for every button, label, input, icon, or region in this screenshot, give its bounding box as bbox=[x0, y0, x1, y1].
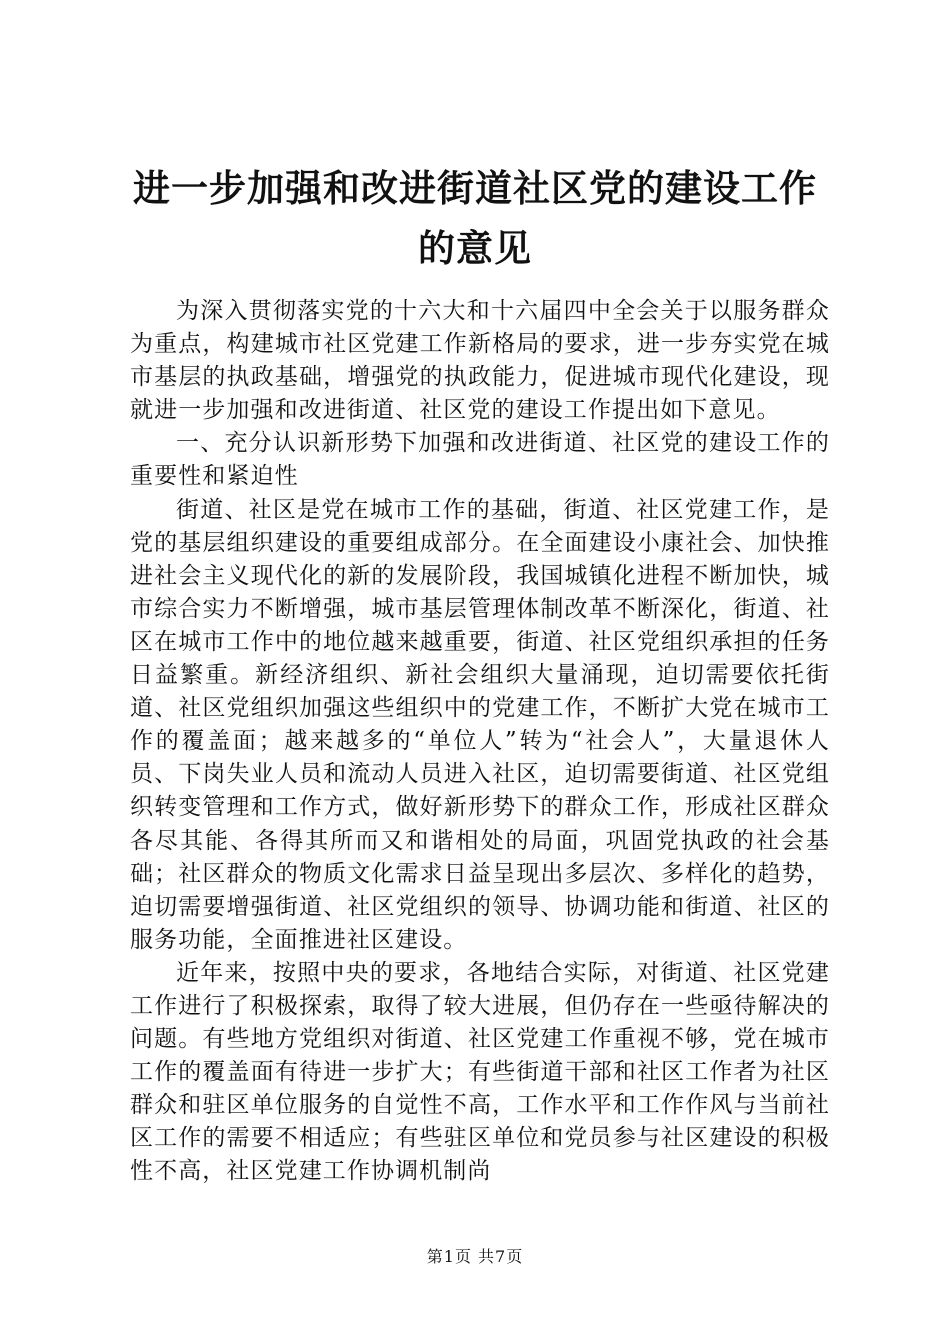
paragraph-intro: 为深入贯彻落实党的十六大和十六届四中全会关于以服务群众为重点，构建城市社区党建工作新格局的要求，进一步夯实党在城市基层的执政基础，增强党的执政能力，促进城市现代化建设，现就进一步加强和改进街道、社区党的建设工作提出如下意见。 bbox=[130, 298, 830, 424]
page-footer: 第1页 共7页 bbox=[426, 1247, 524, 1266]
document-body bbox=[130, 295, 830, 1189]
paragraph-importance: 街道、社区是党在城市工作的基础，街道、社区党建工作，是党的基层组织建设的重要组成部分。在全面建设小康社会、加快推进社会主义现代化的新的发展阶段，我国城镇化进程不断加快，城市综合实力不断增强，城市基层管理体制改革不断深化，街道、社区在城市工作中的地位越来越重要，街道、社区党组织承担的任务日益繁重。新经济组织、新社会组织大量涌现，迫切需要依托街道、社区党组织加强这些组织中的党建工作，不断扩大党在城市工作的覆盖面；越来越多的“单位人”转为“社会人”，大量退休人员、下岗失业人员和流动人员进入社区，迫切需要街道、社区党组织转变管理和工作方式，做好新形势下的群众工作，形成社区群众各尽其能、各得其所而又和谐相处的局面，巩固党执政的社会基础；社区群众的物质文化需求日益呈现出多层次、多样化的趋势，迫切需要增强街道、社区党组织的领导、协调功能和街道、社区的服务功能，全面推进社区建设。 bbox=[130, 496, 830, 953]
section-heading-1: 一、充分认识新形势下加强和改进街道、社区党的建设工作的重要性和紧迫性 bbox=[130, 430, 830, 490]
document-title: 进一步加强和改进街道社区党的建设工作的意见 bbox=[133, 166, 817, 270]
paragraph-recent-years: 近年来，按照中央的要求，各地结合实际，对街道、社区党建工作进行了积极探索，取得了较大进展，但仍存在一些亟待解决的问题。有些地方党组织对街道、社区党建工作重视不够，党在城市工作的覆盖面有待进一步扩大；有些街道干部和社区工作者为社区群众和驻区单位服务的自觉性不高，工作水平和工作作风与当前社区工作的需要不相适应；有些驻区单位和党员参与社区建设的积极性不高，社区党建工作协调机制尚 bbox=[130, 959, 830, 1185]
